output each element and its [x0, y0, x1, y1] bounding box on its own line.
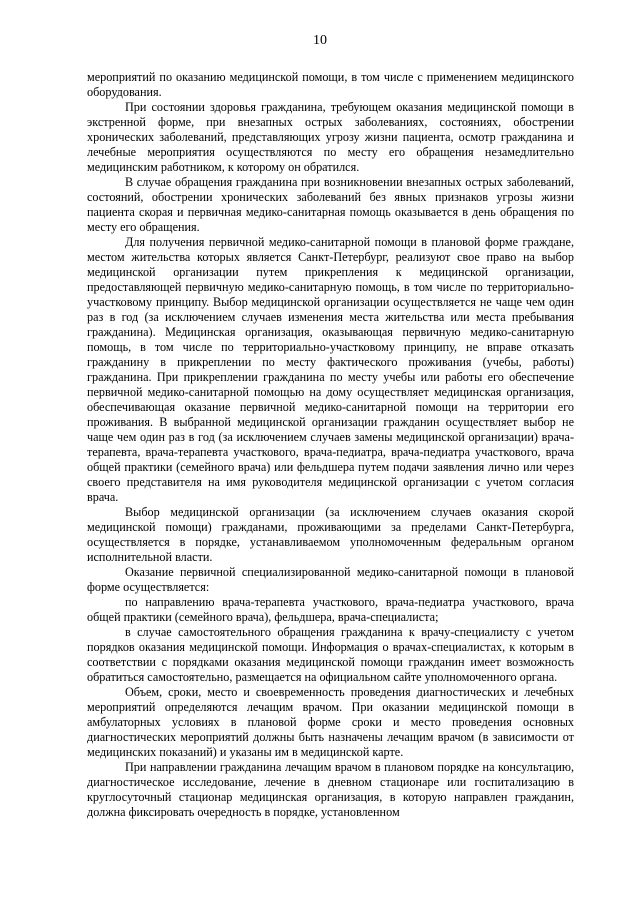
paragraph-3: В случае обращения гражданина при возникновении внезапных острых заболеваний, состояний, обострении хронических заболеваний без явных признаков угрозы жизни пациента скорая и первичная медико-санитарная помощь оказывается в день обращения по месту его обращения. — [87, 175, 574, 234]
paragraph-10: При направлении гражданина лечащим врачом в плановом порядке на консультацию, диагностическое исследование, лечение в дневном стационаре или госпитализацию в круглосуточный стационар медицинская организация, в которую направлен гражданин, должна фиксировать очередность в порядке, установленном — [87, 760, 574, 819]
paragraph-1: мероприятий по оказанию медицинской помощи, в том числе с применением медицинского оборудования. — [87, 70, 574, 99]
paragraph-5: Выбор медицинской организации (за исключением случаев оказания скорой медицинской помощи) гражданами, проживающими за пределами Санкт-Петербурга, осуществляется в порядке, устанавливаемом уполномоченным федеральным органом исполнительной власти. — [87, 505, 574, 564]
paragraph-2: При состоянии здоровья гражданина, требующем оказания медицинской помощи в экстренной форме, при внезапных острых заболеваниях, состояниях, обострении хронических заболеваний, представляющих угрозу жизни пациента, осмотр гражданина и лечебные мероприятия осуществляются по месту его обращения незамедлительно медицинским работником, к которому он обратился. — [87, 100, 574, 174]
page-number: 10 — [313, 33, 327, 48]
paragraph-7: по направлению врача-терапевта участкового, врача-педиатра участкового, врача общей практики (семейного врача), фельдшера, врача-специалиста; — [87, 595, 574, 624]
body-text — [87, 70, 574, 820]
paragraph-9: Объем, сроки, место и своевременность проведения диагностических и лечебных мероприятий определяются лечащим врачом. При оказании медицинской помощи в амбулаторных условиях в плановой форме сроки и место проведения основных диагностических мероприятий должны быть назначены лечащим врачом (в зависимости от медицинских показаний) и указаны им в медицинской карте. — [87, 685, 574, 759]
paragraph-8: в случае самостоятельного обращения гражданина к врачу-специалисту с учетом порядков оказания медицинской помощи. Информация о врачах-специалистах, к которым в соответствии с порядками оказания медицинской помощи гражданин имеет возможность обратиться самостоятельно, размещается на официальном сайте уполномоченного органа. — [87, 625, 574, 684]
paragraph-4: Для получения первичной медико-санитарной помощи в плановой форме граждане, местом жительства которых является Санкт-Петербург, реализуют свое право на выбор медицинской организации путем прикрепления к медицинской организации, предоставляющей первичную медико-санитарную помощь, в том числе по территориально-участковому принципу. Выбор медицинской организации осуществляется не чаще чем один раз в год (за исключением случаев изменения места жительства или места пребывания гражданина). Медицинская организация, оказывающая первичную медико-санитарную помощь, в том числе по территориально-участковому принципу, не вправе отказать гражданину в прикреплении по месту фактического проживания (учебы, работы) гражданина. При прикреплении гражданина по месту учебы или работы его обеспечение первичной медико-санитарной помощью на дому осуществляет медицинская организация, обеспечивающая оказание первичной медико-санитарной помощи на территории его проживания. В выбранной медицинской организации гражданин осуществляет выбор не чаще чем один раз в год (за исключением случаев замены медицинской организации) врача-терапевта, врача-терапевта участкового, врача-педиатра, врача-педиатра участкового, врача общей практики (семейного врача) или фельдшера путем подачи заявления лично или через своего представителя на имя руководителя медицинской организации с учетом согласия врача. — [87, 235, 574, 504]
paragraph-6: Оказание первичной специализированной медико-санитарной помощи в плановой форме осуществляется: — [87, 565, 574, 594]
